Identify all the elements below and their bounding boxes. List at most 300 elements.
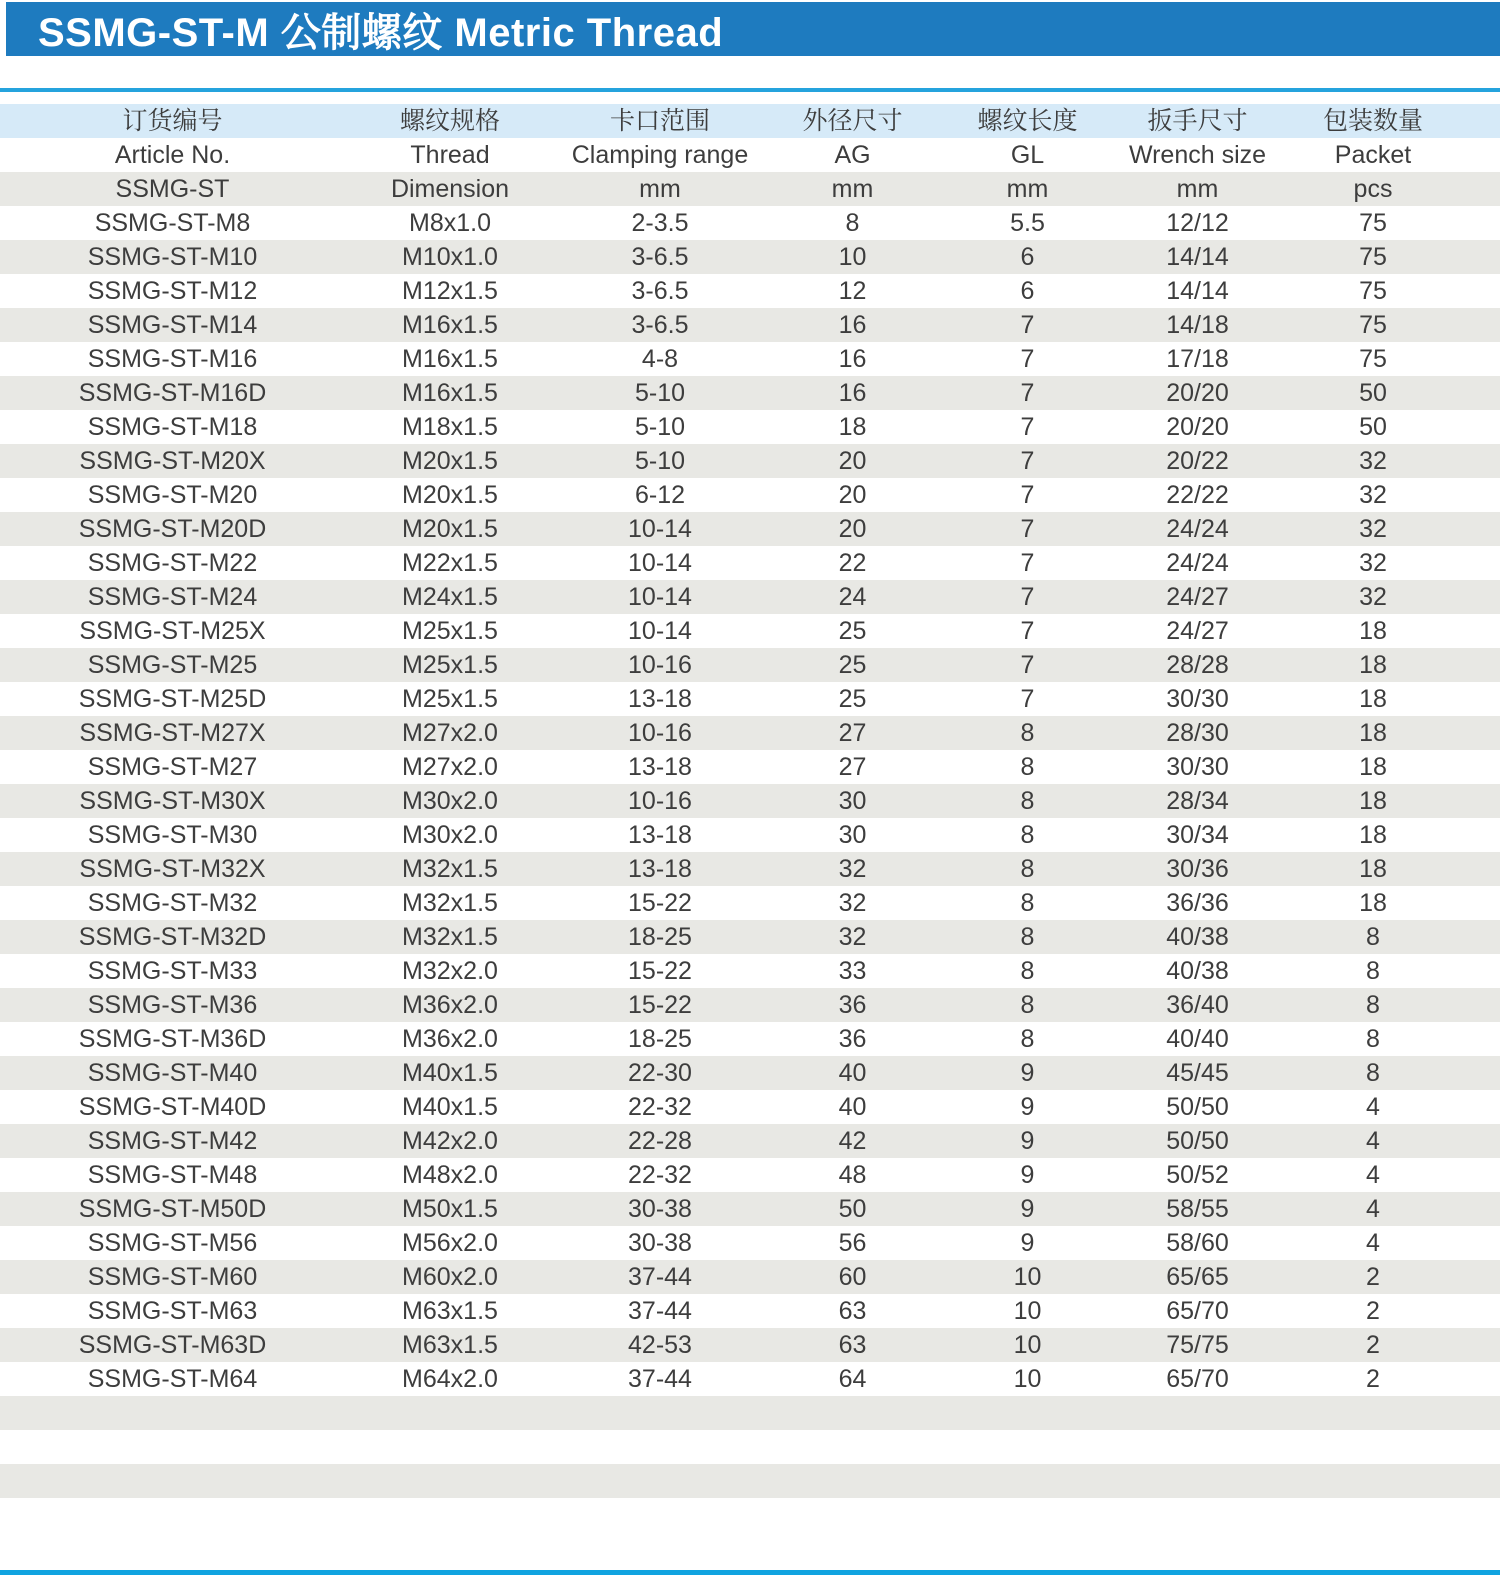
cell-article-no: SSMG-ST-M30X [79, 787, 266, 815]
cell-clamping-range: Clamping range [571, 141, 749, 169]
cell-packet: 18 [1359, 651, 1387, 679]
cell-packet: 2 [1366, 1263, 1380, 1291]
cell-packet: 包装数量 [1322, 107, 1423, 135]
empty-stripe-row [0, 1430, 1500, 1464]
cell-gl: 8 [1020, 787, 1035, 815]
cell-clamping-range: 13-18 [628, 855, 692, 883]
cell-ag: 8 [845, 209, 860, 237]
cell-packet: 32 [1359, 447, 1387, 475]
cell-wrench-size: 30/30 [1166, 753, 1229, 781]
cell-clamping-range: 15-22 [628, 991, 692, 1019]
cell-article-no: SSMG-ST-M48 [87, 1161, 258, 1189]
cell-clamping-range: 6-12 [634, 481, 686, 509]
cell-gl: 7 [1020, 617, 1035, 645]
cell-wrench-size: 28/30 [1166, 719, 1229, 747]
cell-wrench-size: 17/18 [1166, 345, 1229, 373]
cell-packet: 4 [1366, 1195, 1380, 1223]
cell-wrench-size: 12/12 [1166, 209, 1229, 237]
table-row [0, 1362, 1500, 1396]
cell-ag: 10 [838, 243, 867, 271]
cell-article-no: SSMG-ST-M20 [87, 481, 258, 509]
cell-ag: 外径尺寸 [802, 107, 903, 135]
cell-gl: 7 [1020, 515, 1035, 543]
cell-ag: 25 [838, 651, 867, 679]
cell-gl: 7 [1020, 549, 1035, 577]
cell-thread-dimension: M40x1.5 [402, 1093, 498, 1121]
cell-packet [1280, 1464, 1500, 1498]
cell-wrench-size: 36/36 [1166, 889, 1229, 917]
cell-clamping-range: 13-18 [628, 685, 692, 713]
cell-gl: 7 [1020, 481, 1035, 509]
cell-clamping-range [555, 1430, 765, 1464]
cell-ag: 27 [838, 719, 867, 747]
cell-article-no: SSMG-ST-M25D [78, 685, 267, 713]
table-row [0, 886, 1500, 920]
cell-wrench-size: 65/65 [1166, 1263, 1229, 1291]
cell-clamping-range: 22-32 [628, 1161, 692, 1189]
cell-wrench-size: 40/38 [1166, 957, 1229, 985]
cell-gl: 9 [1020, 1093, 1035, 1121]
cell-article-no: SSMG-ST-M25 [87, 651, 258, 679]
cell-packet: 32 [1359, 481, 1387, 509]
cell-thread-dimension: 螺纹规格 [399, 107, 500, 135]
cell-article-no: SSMG-ST-M63 [87, 1297, 258, 1325]
cell-thread-dimension: M27x2.0 [402, 719, 498, 747]
title-bar [6, 2, 1500, 56]
cell-gl: 8 [1020, 719, 1035, 747]
cell-clamping-range: 10-14 [628, 617, 692, 645]
table-row [0, 1294, 1500, 1328]
cell-thread-dimension: M16x1.5 [402, 345, 498, 373]
cell-thread-dimension: M32x2.0 [402, 957, 498, 985]
table-row [0, 1192, 1500, 1226]
cell-article-no: SSMG-ST-M10 [87, 243, 258, 271]
cell-clamping-range: 10-16 [628, 719, 692, 747]
cell-article-no: SSMG-ST-M20D [78, 515, 267, 543]
cell-packet: 32 [1359, 515, 1387, 543]
cell-clamping-range: 42-53 [628, 1331, 692, 1359]
cell-article-no: SSMG-ST-M32D [78, 923, 267, 951]
table-row [0, 920, 1500, 954]
cell-ag [765, 1430, 940, 1464]
cell-article-no: SSMG-ST-M18 [87, 413, 258, 441]
cell-wrench-size: 14/14 [1166, 243, 1229, 271]
cell-article-no: SSMG-ST-M63D [78, 1331, 267, 1359]
cell-ag: 12 [838, 277, 867, 305]
cell-ag: 24 [838, 583, 867, 611]
cell-gl: 7 [1020, 311, 1035, 339]
cell-ag: 20 [838, 515, 867, 543]
cell-packet: 8 [1366, 1025, 1380, 1053]
cell-clamping-range: 22-30 [628, 1059, 692, 1087]
cell-ag: 33 [838, 957, 867, 985]
cell-ag: 22 [838, 549, 867, 577]
cell-ag: 32 [838, 923, 867, 951]
cell-wrench-size: 28/28 [1166, 651, 1229, 679]
cell-gl: 7 [1020, 379, 1035, 407]
table-row [0, 1226, 1500, 1260]
cell-ag: 32 [838, 855, 867, 883]
cell-article-no [0, 1430, 345, 1464]
cell-gl: 10 [1013, 1331, 1042, 1359]
cell-gl: 6 [1020, 277, 1035, 305]
cell-packet: 4 [1366, 1161, 1380, 1189]
cell-clamping-range: 15-22 [628, 889, 692, 917]
cell-ag: 48 [838, 1161, 867, 1189]
cell-article-no: SSMG-ST-M16D [78, 379, 267, 407]
cell-thread-dimension: M50x1.5 [402, 1195, 498, 1223]
cell-gl [940, 1430, 1115, 1464]
cell-ag: 50 [838, 1195, 867, 1223]
spec-table [0, 104, 1500, 1498]
table-row [0, 376, 1500, 410]
cell-clamping-range: 3-6.5 [631, 277, 689, 305]
cell-article-no: SSMG-ST-M20X [79, 447, 266, 475]
cell-clamping-range: 10-16 [628, 787, 692, 815]
cell-ag: 16 [838, 379, 867, 407]
cell-article-no: 订货编号 [122, 107, 223, 135]
cell-ag: 64 [838, 1365, 867, 1393]
table-row [0, 1022, 1500, 1056]
cell-wrench-size: 50/50 [1166, 1127, 1229, 1155]
cell-thread-dimension: M24x1.5 [402, 583, 498, 611]
cell-gl: 8 [1020, 991, 1035, 1019]
cell-ag: 63 [838, 1331, 867, 1359]
cell-clamping-range: 30-38 [628, 1195, 692, 1223]
table-row [0, 614, 1500, 648]
table-row [0, 580, 1500, 614]
cell-article-no: SSMG-ST-M14 [87, 311, 258, 339]
cell-thread-dimension: M10x1.0 [402, 243, 498, 271]
cell-ag: 32 [838, 889, 867, 917]
cell-thread-dimension: M64x2.0 [402, 1365, 498, 1393]
cell-clamping-range: 4-8 [641, 345, 679, 373]
cell-thread-dimension: M25x1.5 [402, 651, 498, 679]
cell-ag: 20 [838, 481, 867, 509]
cell-ag: 36 [838, 991, 867, 1019]
accent-rule-bottom [0, 1570, 1500, 1575]
cell-ag: 60 [838, 1263, 867, 1291]
cell-packet: 18 [1359, 719, 1387, 747]
cell-thread-dimension: M20x1.5 [402, 447, 498, 475]
cell-gl: 5.5 [1010, 209, 1045, 237]
table-row [0, 1124, 1500, 1158]
cell-ag: 36 [838, 1025, 867, 1053]
cell-article-no: SSMG-ST-M50D [78, 1195, 267, 1223]
cell-article-no [0, 1464, 345, 1498]
cell-gl: 7 [1020, 447, 1035, 475]
cell-wrench-size: 50/52 [1166, 1161, 1229, 1189]
cell-thread-dimension: M22x1.5 [402, 549, 498, 577]
cell-clamping-range: 10-16 [628, 651, 692, 679]
cell-gl: 8 [1020, 753, 1035, 781]
cell-article-no: SSMG-ST-M36D [78, 1025, 267, 1053]
cell-article-no: SSMG-ST-M60 [87, 1263, 258, 1291]
cell-article-no: SSMG-ST-M32 [87, 889, 258, 917]
cell-gl: 10 [1013, 1263, 1042, 1291]
cell-clamping-range: 15-22 [628, 957, 692, 985]
cell-ag: 30 [838, 821, 867, 849]
cell-article-no: SSMG-ST-M32X [79, 855, 266, 883]
cell-thread-dimension: M25x1.5 [402, 617, 498, 645]
cell-article-no: SSMG-ST-M27X [79, 719, 266, 747]
cell-packet [1280, 1396, 1500, 1430]
cell-thread-dimension: M16x1.5 [402, 379, 498, 407]
cell-wrench-size [1115, 1464, 1280, 1498]
cell-article-no: SSMG-ST-M64 [87, 1365, 258, 1393]
cell-article-no: SSMG-ST-M25X [79, 617, 266, 645]
cell-thread-dimension: M36x2.0 [402, 1025, 498, 1053]
cell-article-no [0, 1396, 345, 1430]
cell-ag: 40 [838, 1093, 867, 1121]
cell-wrench-size: 14/14 [1166, 277, 1229, 305]
cell-thread-dimension: M48x2.0 [402, 1161, 498, 1189]
cell-wrench-size: 20/20 [1166, 379, 1229, 407]
cell-article-no: SSMG-ST-M12 [87, 277, 258, 305]
cell-clamping-range: 卡口范围 [609, 107, 710, 135]
cell-thread-dimension: M40x1.5 [402, 1059, 498, 1087]
cell-packet: 4 [1366, 1229, 1380, 1257]
table-row [0, 274, 1500, 308]
cell-ag: 25 [838, 617, 867, 645]
cell-wrench-size: 24/24 [1166, 549, 1229, 577]
cell-gl: 螺纹长度 [977, 107, 1078, 135]
accent-rule-top [0, 88, 1500, 92]
cell-thread-dimension: M27x2.0 [402, 753, 498, 781]
cell-wrench-size: 58/60 [1166, 1229, 1229, 1257]
table-row [0, 1260, 1500, 1294]
cell-thread-dimension: M8x1.0 [409, 209, 491, 237]
cell-clamping-range: 30-38 [628, 1229, 692, 1257]
cell-packet: 8 [1366, 957, 1380, 985]
table-row [0, 410, 1500, 444]
cell-gl: 8 [1020, 821, 1035, 849]
cell-ag: mm [831, 175, 874, 203]
cell-wrench-size: 75/75 [1166, 1331, 1229, 1359]
cell-wrench-size: 30/36 [1166, 855, 1229, 883]
cell-article-no: Article No. [114, 141, 231, 169]
cell-packet: 75 [1359, 209, 1387, 237]
cell-thread-dimension: M32x1.5 [402, 889, 498, 917]
cell-article-no: SSMG-ST-M27 [87, 753, 258, 781]
cell-thread-dimension: M16x1.5 [402, 311, 498, 339]
cell-wrench-size: 65/70 [1166, 1365, 1229, 1393]
cell-gl [940, 1464, 1115, 1498]
cell-clamping-range: 37-44 [628, 1263, 692, 1291]
cell-ag: 56 [838, 1229, 867, 1257]
cell-clamping-range: 22-32 [628, 1093, 692, 1121]
cell-gl: 7 [1020, 685, 1035, 713]
cell-gl: mm [1006, 175, 1049, 203]
cell-gl: 7 [1020, 345, 1035, 373]
table-row [0, 818, 1500, 852]
cell-thread-dimension [345, 1430, 555, 1464]
cell-packet: 18 [1359, 821, 1387, 849]
table-row [0, 478, 1500, 512]
cell-wrench-size: 40/38 [1166, 923, 1229, 951]
cell-wrench-size: 22/22 [1166, 481, 1229, 509]
cell-packet: 75 [1359, 243, 1387, 271]
table-row [0, 1328, 1500, 1362]
cell-wrench-size: 65/70 [1166, 1297, 1229, 1325]
cell-article-no: SSMG-ST-M33 [87, 957, 258, 985]
cell-thread-dimension: M42x2.0 [402, 1127, 498, 1155]
cell-ag: 30 [838, 787, 867, 815]
cell-gl: 8 [1020, 889, 1035, 917]
cell-gl: GL [1010, 141, 1045, 169]
empty-stripe-row [0, 1464, 1500, 1498]
cell-thread-dimension: M36x2.0 [402, 991, 498, 1019]
cell-wrench-size: 14/18 [1166, 311, 1229, 339]
cell-thread-dimension: M56x2.0 [402, 1229, 498, 1257]
cell-packet: 4 [1366, 1127, 1380, 1155]
cell-packet [1280, 1430, 1500, 1464]
cell-thread-dimension: M32x1.5 [402, 855, 498, 883]
table-row [0, 852, 1500, 886]
cell-packet: 8 [1366, 991, 1380, 1019]
table-row [0, 1158, 1500, 1192]
cell-wrench-size: 30/30 [1166, 685, 1229, 713]
cell-thread-dimension: M63x1.5 [402, 1297, 498, 1325]
cell-article-no: SSMG-ST [115, 175, 230, 203]
cell-packet: 75 [1359, 277, 1387, 305]
cell-article-no: SSMG-ST-M42 [87, 1127, 258, 1155]
cell-wrench-size: 36/40 [1166, 991, 1229, 1019]
cell-packet: 18 [1359, 753, 1387, 781]
cell-wrench-size: 24/24 [1166, 515, 1229, 543]
cell-clamping-range: 22-28 [628, 1127, 692, 1155]
cell-packet: 2 [1366, 1331, 1380, 1359]
spec-table-body [0, 206, 1500, 1498]
cell-packet: 18 [1359, 855, 1387, 883]
table-row [0, 206, 1500, 240]
cell-ag: 16 [838, 345, 867, 373]
cell-thread-dimension: M18x1.5 [402, 413, 498, 441]
cell-packet: 32 [1359, 549, 1387, 577]
cell-wrench-size: 20/22 [1166, 447, 1229, 475]
cell-thread-dimension: M12x1.5 [402, 277, 498, 305]
cell-gl: 8 [1020, 923, 1035, 951]
cell-clamping-range: 5-10 [634, 379, 686, 407]
table-row [0, 954, 1500, 988]
spec-table-head [0, 104, 1500, 206]
cell-thread-dimension: M63x1.5 [402, 1331, 498, 1359]
table-row [0, 240, 1500, 274]
cell-article-no: SSMG-ST-M36 [87, 991, 258, 1019]
cell-clamping-range: 13-18 [628, 753, 692, 781]
cell-wrench-size: Wrench size [1128, 141, 1267, 169]
cell-ag [765, 1396, 940, 1430]
cell-wrench-size [1115, 1430, 1280, 1464]
cell-gl: 9 [1020, 1127, 1035, 1155]
table-row [0, 716, 1500, 750]
cell-wrench-size: 20/20 [1166, 413, 1229, 441]
cell-wrench-size: 28/34 [1166, 787, 1229, 815]
cell-article-no: SSMG-ST-M8 [94, 209, 251, 237]
cell-packet: 75 [1359, 345, 1387, 373]
cell-article-no: SSMG-ST-M22 [87, 549, 258, 577]
cell-wrench-size: 24/27 [1166, 617, 1229, 645]
cell-packet: 18 [1359, 685, 1387, 713]
cell-thread-dimension: M20x1.5 [402, 481, 498, 509]
cell-ag: 18 [838, 413, 867, 441]
cell-article-no: SSMG-ST-M16 [87, 345, 258, 373]
cell-thread-dimension: M30x2.0 [402, 821, 498, 849]
cell-thread-dimension: M20x1.5 [402, 515, 498, 543]
header-row-units [0, 172, 1500, 206]
cell-clamping-range: 37-44 [628, 1297, 692, 1325]
cell-clamping-range: 5-10 [634, 447, 686, 475]
cell-ag: 20 [838, 447, 867, 475]
cell-article-no: SSMG-ST-M56 [87, 1229, 258, 1257]
cell-ag: 40 [838, 1059, 867, 1087]
cell-clamping-range: 10-14 [628, 549, 692, 577]
cell-packet: 2 [1366, 1297, 1380, 1325]
cell-wrench-size [1115, 1396, 1280, 1430]
cell-packet: Packet [1334, 141, 1412, 169]
cell-clamping-range: 5-10 [634, 413, 686, 441]
cell-ag: 16 [838, 311, 867, 339]
cell-clamping-range [555, 1396, 765, 1430]
cell-gl: 9 [1020, 1161, 1035, 1189]
cell-ag: 63 [838, 1297, 867, 1325]
cell-packet: 75 [1359, 311, 1387, 339]
cell-packet: 2 [1366, 1365, 1380, 1393]
cell-packet: 8 [1366, 1059, 1380, 1087]
table-row [0, 512, 1500, 546]
cell-gl: 9 [1020, 1059, 1035, 1087]
cell-thread-dimension: M32x1.5 [402, 923, 498, 951]
table-row [0, 342, 1500, 376]
cell-thread-dimension: Dimension [390, 175, 510, 203]
cell-gl: 10 [1013, 1365, 1042, 1393]
header-row-english [0, 138, 1500, 172]
cell-clamping-range: 10-14 [628, 583, 692, 611]
cell-packet: 18 [1359, 617, 1387, 645]
cell-gl: 9 [1020, 1195, 1035, 1223]
cell-ag: AG [834, 141, 871, 169]
table-row [0, 682, 1500, 716]
cell-thread-dimension: M60x2.0 [402, 1263, 498, 1291]
table-row [0, 784, 1500, 818]
cell-clamping-range: 18-25 [628, 1025, 692, 1053]
cell-packet: 50 [1359, 379, 1387, 407]
header-row-chinese [0, 104, 1500, 138]
cell-wrench-size: 扳手尺寸 [1147, 107, 1248, 135]
table-row [0, 308, 1500, 342]
table-row [0, 988, 1500, 1022]
cell-gl: 9 [1020, 1229, 1035, 1257]
table-row [0, 750, 1500, 784]
cell-packet: 4 [1366, 1093, 1380, 1121]
cell-gl: 7 [1020, 583, 1035, 611]
cell-ag: 42 [838, 1127, 867, 1155]
cell-thread-dimension [345, 1396, 555, 1430]
cell-gl: 8 [1020, 1025, 1035, 1053]
cell-packet: 18 [1359, 787, 1387, 815]
cell-wrench-size: 40/40 [1166, 1025, 1229, 1053]
cell-clamping-range: 13-18 [628, 821, 692, 849]
page-title: SSMG-ST-M 公制螺纹 Metric Thread [38, 10, 724, 55]
cell-packet: 32 [1359, 583, 1387, 611]
table-row [0, 1056, 1500, 1090]
cell-wrench-size: 45/45 [1166, 1059, 1229, 1087]
cell-wrench-size: 24/27 [1166, 583, 1229, 611]
cell-article-no: SSMG-ST-M40 [87, 1059, 258, 1087]
cell-gl: 8 [1020, 957, 1035, 985]
cell-clamping-range [555, 1464, 765, 1498]
cell-wrench-size: 50/50 [1166, 1093, 1229, 1121]
